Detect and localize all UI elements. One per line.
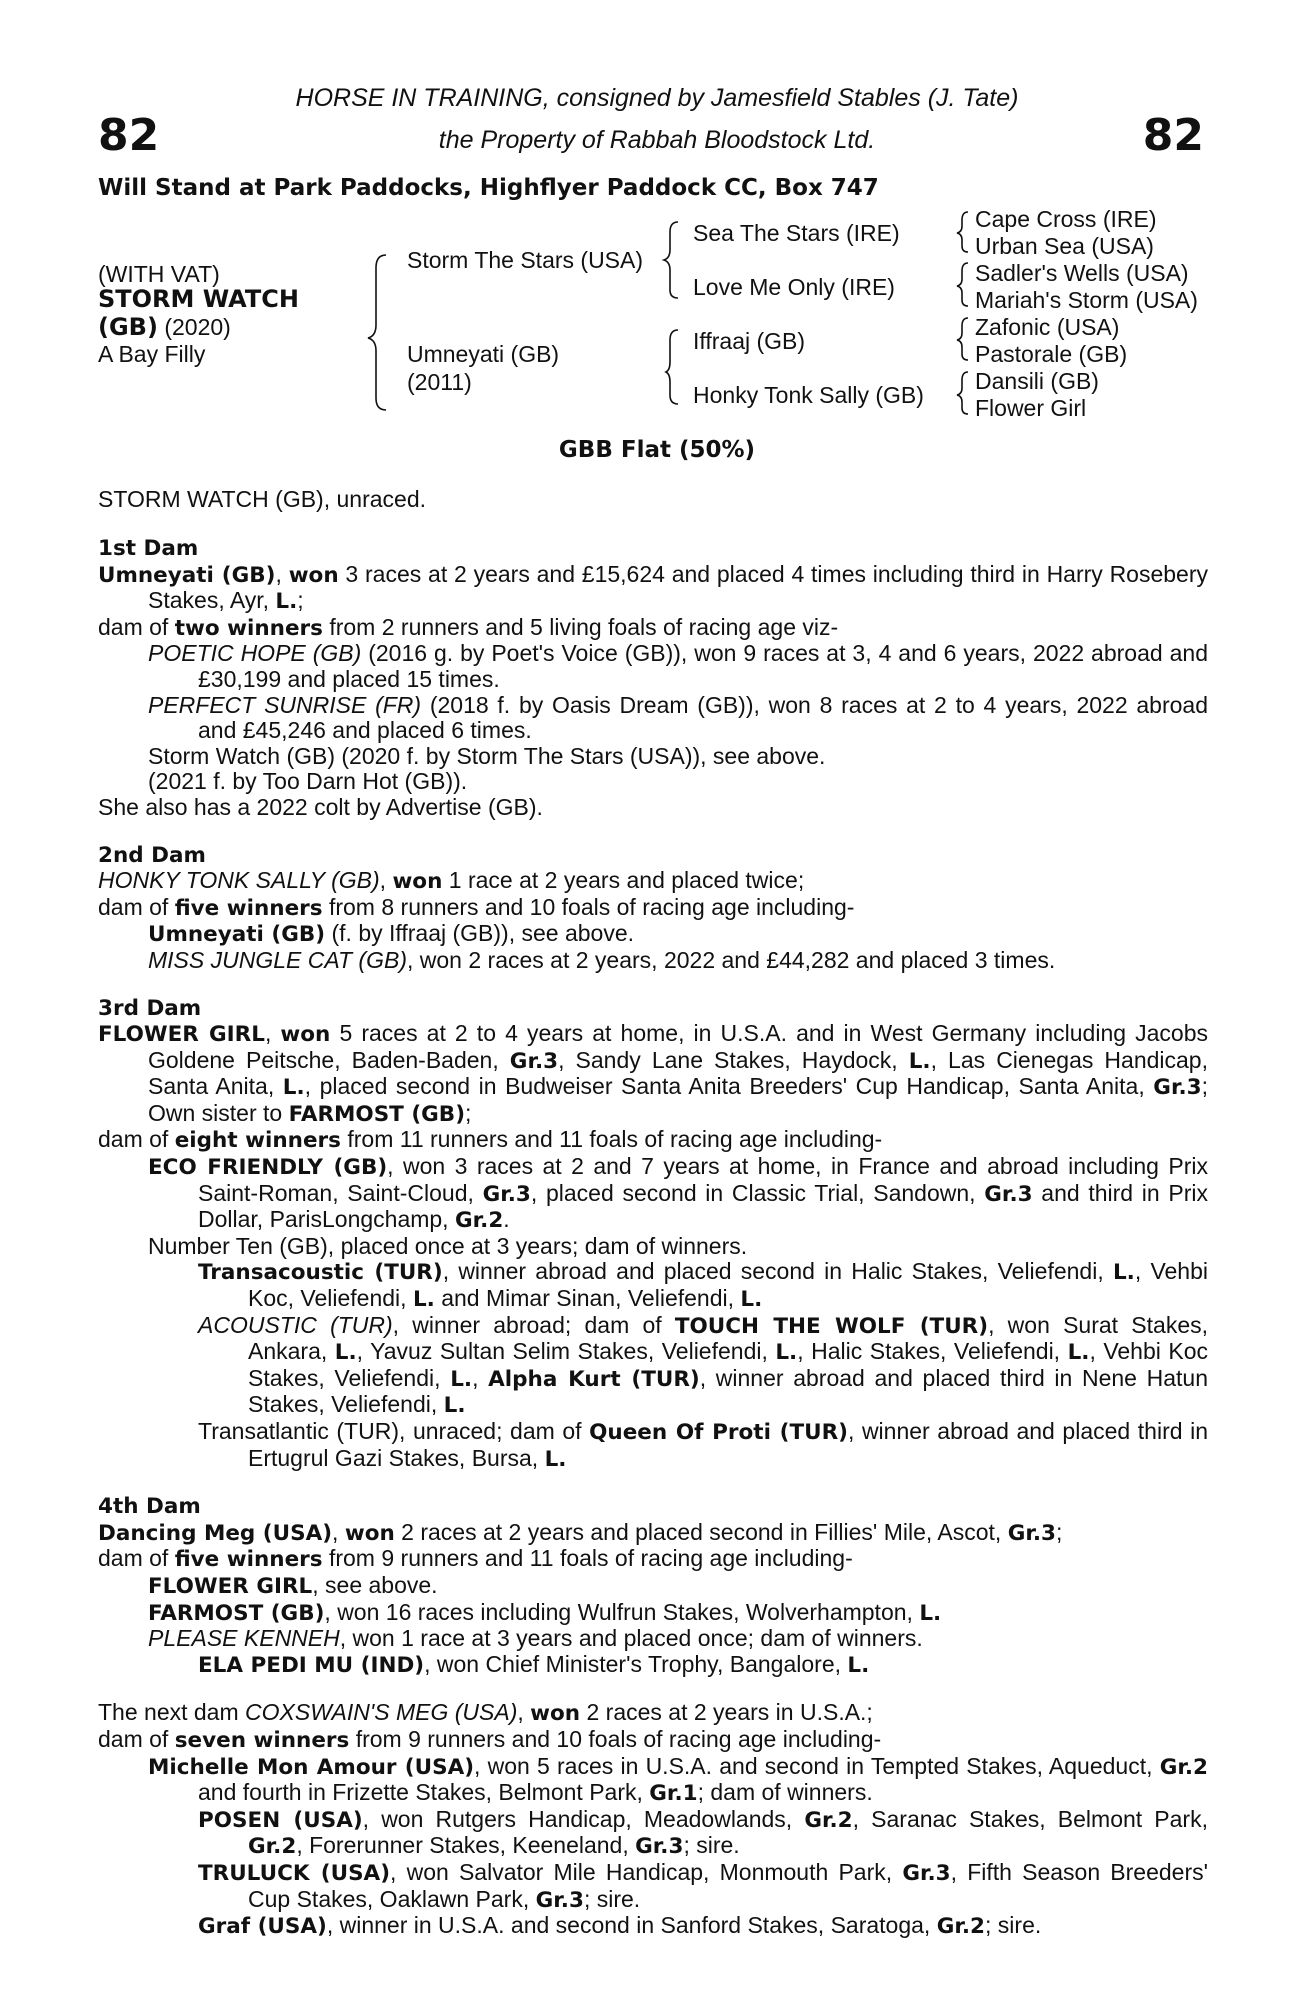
- bold-text: won: [530, 1701, 581, 1727]
- bold-text: Gr.3: [482, 1181, 531, 1207]
- horse-description: A Bay Filly: [98, 341, 206, 367]
- text-run: , won 16 races including Wulfrun Stakes, Wolverhampton,: [324, 1598, 920, 1625]
- text-run: 2 races at 2 years in U.S.A.;: [580, 1699, 873, 1726]
- text-run: , Yavuz Sultan Selim Stakes, Veliefendi,: [356, 1338, 776, 1365]
- bold-text: Gr.2: [454, 1208, 504, 1234]
- catalogue-body: [98, 536, 1208, 1940]
- gbb-eligibility: GBB Flat (50%): [558, 437, 756, 463]
- text-run: , won 3 races at 2 and 7 years at home, in France and abroad including Prix Saint-Roman, Saint-Cloud,: [198, 1153, 1209, 1206]
- dam-sire: Iffraaj (GB): [693, 328, 806, 354]
- bold-text: POSEN (USA): [198, 1807, 363, 1833]
- bold-text: Dancing Meg (USA): [98, 1520, 333, 1546]
- pedigree-entry: [98, 1127, 1208, 1154]
- gen3-1: Cape Cross (IRE): [975, 206, 1157, 232]
- text-run: ;: [1056, 1518, 1063, 1545]
- bold-text: won: [392, 869, 443, 895]
- bold-text: Gr.3: [1007, 1520, 1057, 1546]
- sire-sire: Sea The Stars (IRE): [693, 220, 900, 246]
- gen3-8: Flower Girl: [975, 395, 1087, 421]
- bold-text: FARMOST (GB): [288, 1101, 466, 1127]
- text-run: dam of: [98, 1725, 175, 1752]
- pedigree-entry: [98, 1626, 1208, 1652]
- text-run: ,: [275, 560, 289, 587]
- brace-dam: [666, 330, 678, 404]
- section-2nd-dam: [98, 843, 1208, 974]
- pedigree-entry: [98, 641, 1208, 692]
- dam-year: (2011): [407, 369, 472, 395]
- bold-text: TOUCH THE WOLF (TUR): [674, 1313, 989, 1339]
- pedigree-entry: [98, 562, 1208, 615]
- consignment-line: HORSE IN TRAINING, consigned by Jamesfield Stables (J. Tate): [295, 84, 1019, 112]
- bold-text: FLOWER GIRL: [148, 1573, 313, 1599]
- bold-text: Gr.2: [804, 1807, 853, 1833]
- bold-text: five winners: [174, 895, 323, 921]
- bold-text: L.: [450, 1366, 473, 1392]
- section-title: 3rd Dam: [98, 995, 202, 1021]
- bold-text: L.: [334, 1340, 357, 1366]
- dam-dam: Honky Tonk Sally (GB): [693, 382, 924, 408]
- italic-text: HONKY TONK SALLY (GB): [98, 867, 380, 894]
- bold-text: L.: [1112, 1260, 1135, 1286]
- pedigree-entry: [98, 895, 1208, 922]
- text-run: , Sandy Lane Stakes, Haydock,: [558, 1046, 909, 1073]
- brace-love-me-only: [957, 263, 968, 306]
- bold-text: five winners: [174, 1547, 323, 1573]
- bold-text: L.: [412, 1287, 435, 1313]
- text-run: , winner abroad; dam of: [392, 1311, 675, 1338]
- text-run: , Forerunner Stakes, Keeneland,: [296, 1832, 636, 1859]
- text-run: 3 races at 2 years and £15,624 and placed 4 times including third in Harry Rosebery Stakes, Ayr,: [148, 560, 1209, 614]
- bold-text: seven winners: [174, 1727, 350, 1753]
- text-run: and third in Prix Dollar, ParisLongchamp,: [198, 1179, 1208, 1233]
- unraced-note: STORM WATCH (GB), unraced.: [98, 486, 427, 512]
- pedigree-entry: [98, 1313, 1208, 1419]
- brace-sea-the-stars: [957, 212, 968, 252]
- text-run: ;: [465, 1099, 472, 1126]
- text-run: (2016 g. by Poet's Voice (GB)), won 9 races at 3, 4 and 6 years, 2022 abroad and £30,199 and placed 15 times.: [198, 640, 1208, 692]
- bold-text: TRULUCK (USA): [198, 1860, 391, 1886]
- text-run: ,: [332, 1518, 345, 1545]
- dam-name: Umneyati (GB): [407, 341, 560, 367]
- pedigree-entry: [98, 948, 1208, 974]
- text-run: Number Ten (GB), placed once at 3 years; dam of winners.: [148, 1232, 748, 1259]
- gen3-2: Urban Sea (USA): [975, 233, 1154, 259]
- vat-note: (WITH VAT): [98, 261, 220, 287]
- text-run: from 11 runners and 11 foals of racing age including-: [340, 1126, 883, 1153]
- bold-text: won: [344, 1520, 395, 1546]
- text-run: She also has a 2022 colt by Advertise (GB).: [98, 793, 543, 820]
- italic-text: PERFECT SUNRISE (FR): [148, 691, 422, 718]
- pedigree-entry: [98, 1021, 1208, 1127]
- pedigree-entry: [98, 1234, 1208, 1260]
- text-run: , winner abroad and placed third in Ertugrul Gazi Stakes, Bursa,: [248, 1418, 1209, 1471]
- italic-text: PLEASE KENNEH: [148, 1625, 340, 1652]
- bold-text: two winners: [174, 615, 323, 641]
- text-run: , won 1 race at 3 years and placed once; dam of winners.: [339, 1625, 923, 1652]
- bold-text: L.: [908, 1048, 931, 1074]
- bold-text: L.: [775, 1340, 798, 1366]
- text-run: , Vehbi Koc, Veliefendi,: [248, 1258, 1209, 1312]
- text-run: (2021 f. by Too Darn Hot (GB)).: [148, 768, 468, 795]
- text-run: , won 5 races in U.S.A. and second in Tempted Stakes, Aqueduct,: [474, 1752, 1160, 1779]
- bold-text: L.: [544, 1446, 567, 1472]
- text-run: (f. by Iffraaj (GB)), see above.: [325, 920, 635, 947]
- text-run: ,: [264, 1020, 281, 1047]
- italic-text: ACOUSTIC (TUR): [198, 1311, 393, 1338]
- gen3-6: Pastorale (GB): [975, 341, 1128, 367]
- text-run: , Fifth Season Breeders' Cup Stakes, Oaklawn Park,: [248, 1858, 1209, 1912]
- bold-text: won: [288, 562, 339, 588]
- pedigree-entry: [98, 1727, 1208, 1754]
- horse-origin: (GB): [98, 313, 158, 341]
- pedigree-entry: [98, 1600, 1208, 1627]
- text-run: , Saranac Stakes, Belmont Park,: [852, 1805, 1208, 1832]
- text-run: (2018 f. by Oasis Dream (GB)), won 8 races at 2 to 4 years, 2022 abroad and £45,246 and placed 6 times.: [198, 691, 1208, 744]
- text-run: , placed second in Classic Trial, Sandown,: [530, 1179, 985, 1206]
- section-3rd-dam: [98, 996, 1208, 1473]
- bold-text: Gr.3: [635, 1834, 684, 1860]
- text-run: ; dam of winners.: [697, 1779, 873, 1806]
- text-run: from 2 runners and 5 living foals of racing age viz-: [322, 613, 839, 640]
- text-run: , winner abroad and placed second in Halic Stakes, Veliefendi,: [442, 1258, 1113, 1285]
- horse-year: (2020): [157, 314, 231, 340]
- bold-text: Gr.1: [649, 1781, 698, 1807]
- pedigree-entry: [98, 744, 1208, 770]
- text-run: The next dam: [98, 1699, 246, 1726]
- bold-text: Umneyati (GB): [148, 922, 326, 948]
- pedigree-entry: [98, 1419, 1208, 1472]
- pedigree-entry: [98, 693, 1208, 744]
- text-run: 1 race at 2 years and placed twice;: [442, 867, 805, 894]
- text-run: ;: [297, 587, 304, 614]
- brace-iffraaj: [957, 318, 968, 360]
- text-run: , won Chief Minister's Trophy, Bangalore,: [424, 1650, 848, 1677]
- text-run: ,: [472, 1364, 489, 1391]
- bold-text: won: [280, 1022, 331, 1048]
- bold-text: Gr.2: [936, 1914, 986, 1940]
- brace-honky-tonk: [957, 372, 968, 414]
- pedigree-entry: [98, 1860, 1208, 1913]
- gen3-7: Dansili (GB): [975, 368, 1099, 394]
- text-run: from 8 runners and 10 foals of racing age including-: [322, 893, 855, 920]
- pedigree-entry: [98, 615, 1208, 642]
- bold-text: eight winners: [174, 1128, 341, 1154]
- pedigree-entry: [98, 1807, 1208, 1860]
- text-run: and fourth in Frizette Stakes, Belmont Park,: [198, 1779, 650, 1806]
- bold-text: L.: [282, 1075, 305, 1101]
- brace-sire: [664, 222, 678, 298]
- bold-text: Alpha Kurt (TUR): [488, 1366, 700, 1392]
- bold-text: Michelle Mon Amour (USA): [148, 1754, 475, 1780]
- text-run: ,: [379, 867, 393, 894]
- pedigree-entry: [98, 795, 1208, 821]
- lot-number-left: 82: [98, 110, 160, 161]
- text-run: and Mimar Sinan, Veliefendi,: [434, 1285, 741, 1312]
- text-run: , Halic Stakes, Veliefendi,: [797, 1338, 1068, 1365]
- bold-text: Gr.3: [535, 1887, 584, 1913]
- stand-location: Will Stand at Park Paddocks, Highflyer Paddock CC, Box 747: [98, 175, 879, 201]
- text-run: ; sire.: [985, 1912, 1042, 1939]
- property-line: the Property of Rabbah Bloodstock Ltd.: [438, 126, 876, 154]
- pedigree-entry: [98, 868, 1208, 895]
- text-run: , Las Cienegas Handicap, Santa Anita,: [148, 1046, 1208, 1100]
- bold-text: L.: [275, 589, 298, 615]
- text-run: ,: [517, 1699, 531, 1726]
- text-run: from 9 runners and 10 foals of racing age including-: [349, 1725, 882, 1752]
- italic-text: MISS JUNGLE CAT (GB): [148, 946, 407, 973]
- pedigree-entry: [98, 1546, 1208, 1573]
- text-run: ; sire.: [683, 1832, 740, 1859]
- section-1st-dam: [98, 536, 1208, 821]
- italic-text: POETIC HOPE (GB): [148, 640, 362, 667]
- text-run: ; sire.: [583, 1885, 641, 1912]
- text-run: 2 races at 2 years and placed second in Fillies' Mile, Ascot,: [394, 1518, 1008, 1545]
- pedigree-entry: [98, 1700, 1208, 1727]
- text-run: , won Rutgers Handicap, Meadowlands,: [362, 1805, 805, 1832]
- pedigree-entry: [98, 769, 1208, 795]
- section-title: 2nd Dam: [98, 842, 206, 868]
- text-run: dam of: [98, 613, 175, 640]
- bold-text: L.: [847, 1652, 870, 1678]
- italic-text: COXSWAIN'S MEG (USA): [245, 1699, 518, 1726]
- pedigree-entry: [98, 1154, 1208, 1234]
- bold-text: L.: [919, 1600, 942, 1626]
- gen3-3: Sadler's Wells (USA): [975, 260, 1189, 286]
- text-run: , winner abroad and placed third in Nene Hatun Stakes, Veliefendi,: [248, 1364, 1209, 1418]
- pedigree-entry: [98, 1754, 1208, 1807]
- section-4th-dam: [98, 1494, 1208, 1678]
- sire-name: Storm The Stars (USA): [407, 247, 644, 273]
- text-run: from 9 runners and 11 foals of racing age including-: [322, 1545, 853, 1572]
- pedigree-entry: [98, 1652, 1208, 1679]
- bold-text: ECO FRIENDLY (GB): [148, 1155, 388, 1181]
- gen3-5: Zafonic (USA): [975, 314, 1120, 340]
- bold-text: Graf (USA): [198, 1914, 327, 1940]
- text-run: ; Own sister to: [148, 1073, 1208, 1126]
- text-run: , Vehbi Koc Stakes, Veliefendi,: [248, 1338, 1209, 1391]
- bold-text: FLOWER GIRL: [98, 1022, 265, 1048]
- section-title: 1st Dam: [98, 536, 199, 561]
- text-run: , winner in U.S.A. and second in Sanford Stakes, Saratoga,: [326, 1912, 937, 1939]
- bold-text: L.: [1067, 1340, 1090, 1366]
- text-run: , won 2 races at 2 years, 2022 and £44,282 and placed 3 times.: [407, 946, 1056, 973]
- text-run: , won Salvator Mile Handicap, Monmouth Park,: [390, 1858, 903, 1885]
- text-run: , see above.: [312, 1571, 438, 1598]
- pedigree-entry: [98, 1259, 1208, 1312]
- text-run: .: [503, 1206, 510, 1233]
- pedigree-entry: [98, 921, 1208, 948]
- section-title: 4th Dam: [98, 1494, 201, 1520]
- bold-text: Gr.3: [902, 1860, 951, 1886]
- bold-text: Gr.2: [1159, 1754, 1209, 1780]
- bold-text: Queen Of Proti (TUR): [589, 1420, 848, 1445]
- sire-dam: Love Me Only (IRE): [693, 274, 895, 300]
- pedigree-entry: [98, 1520, 1208, 1547]
- bold-text: Gr.3: [1153, 1075, 1202, 1101]
- pedigree-entry: [98, 1573, 1208, 1600]
- text-run: , placed second in Budweiser Santa Anita Breeders' Cup Handicap, Santa Anita,: [304, 1073, 1154, 1100]
- lot-number-right: 82: [1142, 110, 1204, 161]
- text-run: Storm Watch (GB) (2020 f. by Storm The Stars (USA)), see above.: [148, 742, 826, 769]
- bold-text: Transacoustic (TUR): [198, 1260, 443, 1286]
- brace-gen1: [368, 255, 386, 410]
- gen3-4: Mariah's Storm (USA): [975, 287, 1198, 313]
- pedigree-entry: [98, 1913, 1208, 1940]
- bold-text: FARMOST (GB): [148, 1600, 325, 1626]
- bold-text: Gr.3: [509, 1048, 559, 1074]
- text-run: dam of: [98, 1545, 175, 1572]
- text-run: Transatlantic (TUR), unraced; dam of: [198, 1418, 590, 1444]
- text-run: dam of: [98, 1126, 175, 1153]
- text-run: dam of: [98, 893, 175, 920]
- horse-name: STORM WATCH: [98, 285, 299, 313]
- bold-text: L.: [740, 1287, 763, 1313]
- bold-text: ELA PEDI MU (IND): [198, 1652, 425, 1678]
- section-next-dam: [98, 1700, 1208, 1939]
- text-run: , won Surat Stakes, Ankara,: [248, 1311, 1208, 1365]
- bold-text: Gr.3: [984, 1181, 1033, 1207]
- bold-text: Umneyati (GB): [98, 562, 276, 588]
- bold-text: L.: [443, 1393, 466, 1419]
- bold-text: Gr.2: [248, 1834, 297, 1860]
- text-run: 5 races at 2 to 4 years at home, in U.S.A. and in West Germany including Jacobs Goldene Peitsche, Baden-Baden,: [148, 1020, 1208, 1073]
